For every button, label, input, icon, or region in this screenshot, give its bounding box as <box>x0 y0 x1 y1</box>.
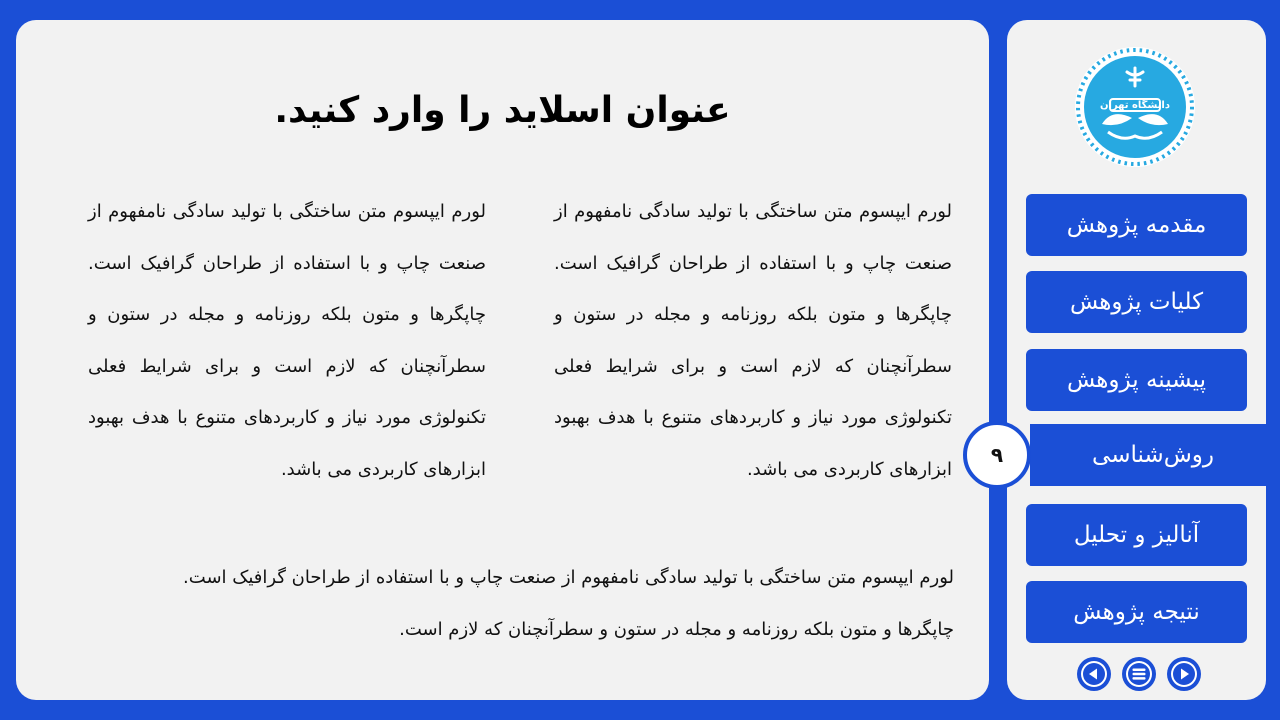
triangle-left-icon <box>1077 657 1111 691</box>
menu-button[interactable] <box>1122 657 1156 691</box>
menu-lines-icon <box>1122 657 1156 691</box>
full-text-line-2: چاپگرها و متون بلکه روزنامه و مجله در ستون و سطرآنچنان که لازم است. <box>399 618 954 640</box>
next-slide-button[interactable] <box>1167 657 1201 691</box>
nav-item-generalities[interactable]: کلیات پژوهش <box>1026 271 1247 333</box>
nav-item-background[interactable]: پیشینه پژوهش <box>1026 349 1247 411</box>
triangle-right-icon <box>1167 657 1201 691</box>
text-column-left: لورم ایپسوم متن ساختگی با تولید سادگی نامفهوم از صنعت چاپ و با استفاده از طراحان گرافیک است. چاپگرها و متون بلکه روزنامه و مجله در ستون و سطرآنچنان که لازم است و برای شرایط فعلی تکنولوژی مورد نیاز و کاربردهای متنوع با هدف بهبود ابزارهای کاربردی می باشد. <box>88 201 486 480</box>
text-column-right: لورم ایپسوم متن ساختگی با تولید سادگی نامفهوم از صنعت چاپ و با استفاده از طراحان گرافیک است. چاپگرها و متون بلکه روزنامه و مجله در ستون و سطرآنچنان که لازم است و برای شرایط فعلی تکنولوژی مورد نیاز و کاربردهای متنوع با هدف بهبود ابزارهای کاربردی می باشد. <box>554 201 952 480</box>
slide-title: عنوان اسلاید را وارد کنید. <box>274 90 731 131</box>
university-logo-icon <box>1072 44 1198 170</box>
prev-slide-button[interactable] <box>1077 657 1111 691</box>
logo-text: دانشگاه تهران <box>1100 100 1170 111</box>
full-width-text <box>88 552 954 655</box>
full-text-line-1: لورم ایپسوم متن ساختگی با تولید سادگی نامفهوم از صنعت چاپ و با استفاده از طراحان گرافیک است. <box>183 567 954 588</box>
slide-content-panel <box>16 20 989 700</box>
nav-item-results[interactable]: نتیجه پژوهش <box>1026 581 1247 643</box>
nav-item-analysis[interactable]: آنالیز و تحلیل <box>1026 504 1247 566</box>
nav-item-methodology-active[interactable]: روش‌شناسی <box>1030 424 1266 486</box>
nav-item-introduction[interactable]: مقدمه پژوهش <box>1026 194 1247 256</box>
page-number-badge: ۹ <box>963 421 1031 489</box>
